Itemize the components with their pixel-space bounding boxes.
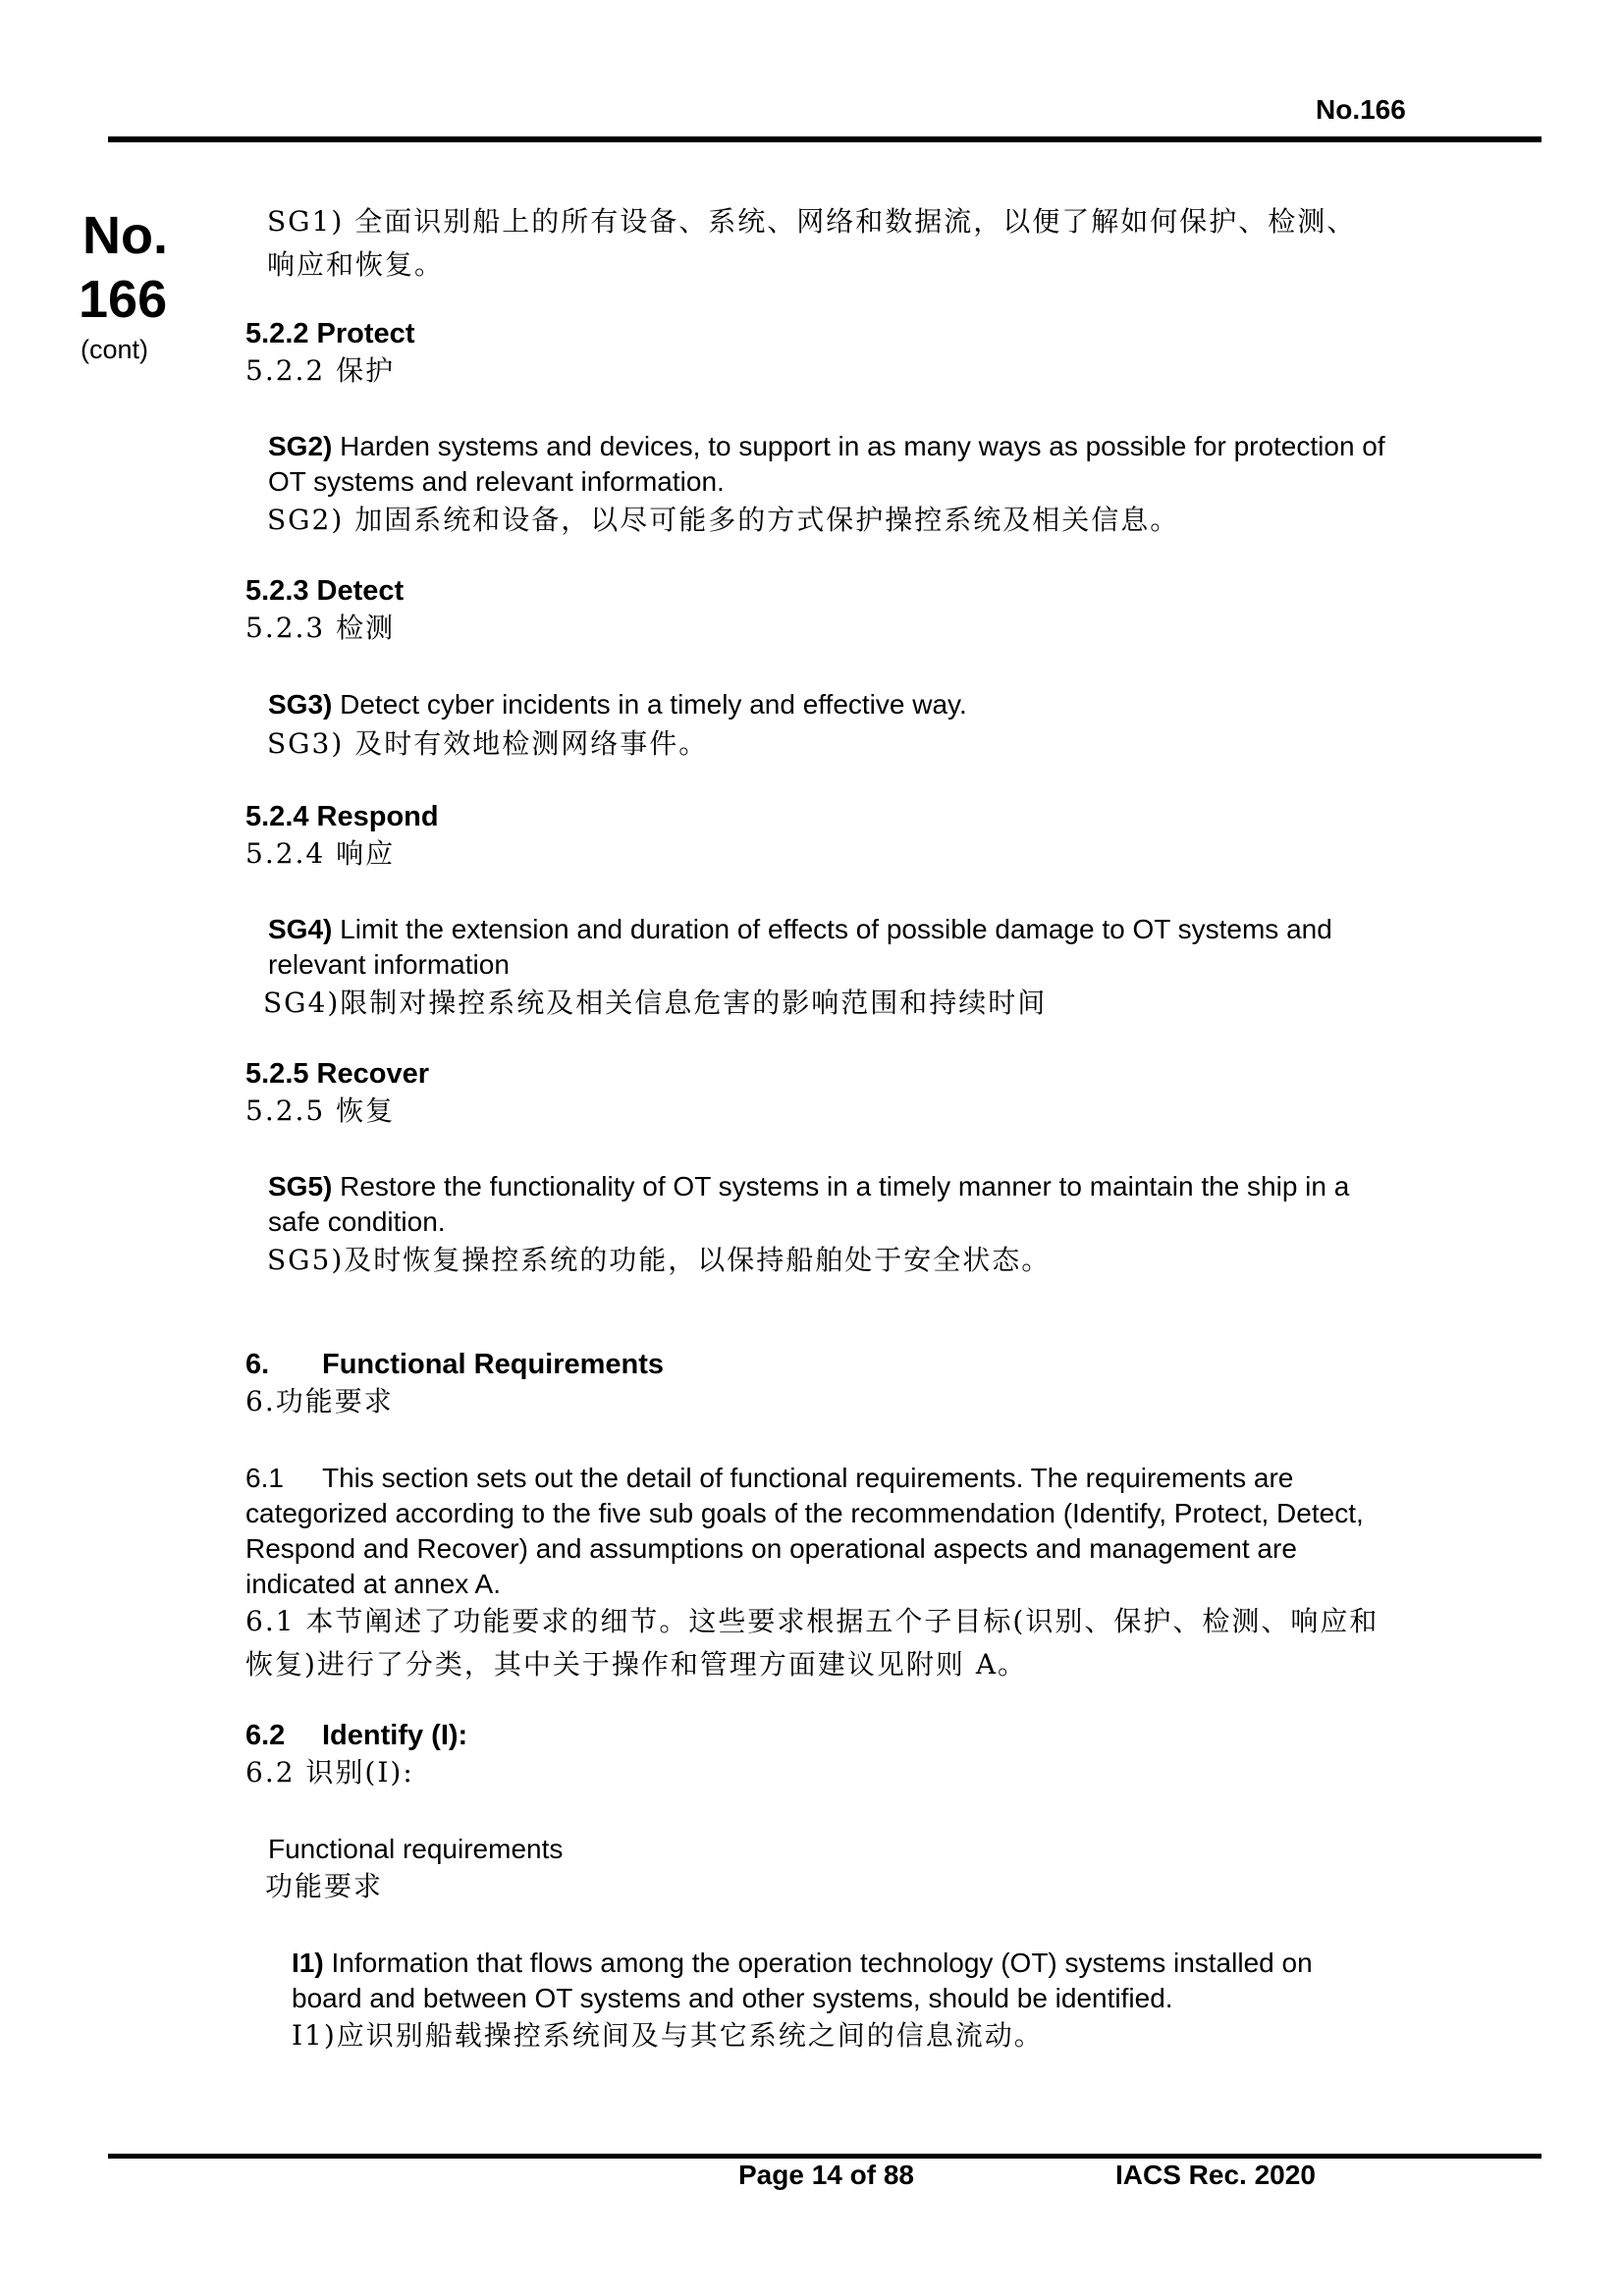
sg2-en-line1: [268, 429, 1385, 464]
sg3-zh: SG3) 及时有效地检测网络事件。: [267, 727, 709, 760]
header-doc-number: No.166: [1316, 94, 1406, 125]
sg2-text: Harden systems and devices, to support in as many ways as possible for protection of: [332, 431, 1385, 461]
sg2-zh: SG2) 加固系统和设备，以尽可能多的方式保护操控系统及相关信息。: [267, 504, 1180, 536]
heading-5-2-3: 5.2.3 Detect: [245, 575, 405, 607]
sg4-label: SG4): [268, 914, 333, 944]
heading-5-2-4: 5.2.4 Respond: [245, 801, 439, 832]
sg2-en-line2: OT systems and relevant information.: [268, 466, 725, 497]
heading-6-number: 6.: [245, 1349, 270, 1380]
heading-5-2-3-zh: 5.2.3 检测: [245, 612, 396, 644]
para-6-1-line4: indicated at annex A.: [245, 1569, 501, 1599]
para-6-1-zh-line2: 恢复)进行了分类，其中关于操作和管理方面建议见附则 A。: [245, 1648, 1028, 1681]
sg3-label: SG3): [268, 689, 333, 720]
heading-6-2-title: Identify (I):: [322, 1720, 468, 1751]
sg5-en-line2: safe condition.: [268, 1206, 446, 1237]
margin-number: 166: [79, 270, 168, 329]
sg3-en: [268, 687, 967, 722]
i1-zh: I1)应识别船载操控系统间及与其它系统之间的信息流动。: [292, 2019, 1044, 2052]
sg4-en-line1: [268, 912, 1332, 947]
heading-5-2-5-zh: 5.2.5 恢复: [245, 1095, 396, 1127]
para-6-1-line3: Respond and Recover) and assumptions on operational aspects and management are: [245, 1533, 1297, 1564]
sg4-zh: SG4)限制对操控系统及相关信息危害的影响范围和持续时间: [263, 987, 1048, 1019]
para-6-1-line1: This section sets out the detail of functional requirements. The requirements are: [322, 1463, 1294, 1493]
margin-no-label: No.: [82, 206, 168, 265]
header-rule: [108, 136, 1542, 142]
para-6-1-zh-line1: 6.1 本节阐述了功能要求的细节。这些要求根据五个子目标(识别、保护、检测、响应和: [245, 1605, 1380, 1637]
heading-6-zh: 6.功能要求: [245, 1385, 394, 1417]
sg1-zh-line1: SG1) 全面识别船上的所有设备、系统、网络和数据流，以便了解如何保护、检测、: [267, 205, 1357, 238]
heading-5-2-2: 5.2.2 Protect: [245, 318, 415, 349]
footer-rule: [108, 2154, 1542, 2159]
i1-label: I1): [292, 1948, 324, 1978]
sg4-en-line2: relevant information: [268, 949, 510, 980]
sg5-en-line1: [268, 1169, 1349, 1204]
heading-6-title: Functional Requirements: [322, 1349, 665, 1380]
sg3-text: Detect cyber incidents in a timely and effective way.: [332, 689, 967, 720]
footer-rec-id: IACS Rec. 2020: [1115, 2160, 1316, 2190]
heading-5-2-5: 5.2.5 Recover: [245, 1058, 430, 1090]
sg5-label: SG5): [268, 1171, 333, 1201]
functional-requirements-zh: 功能要求: [265, 1870, 384, 1902]
functional-requirements-label: Functional requirements: [268, 1834, 564, 1864]
sg1-zh-line2: 响应和恢复。: [267, 248, 445, 281]
sg4-text: Limit the extension and duration of effects of possible damage to OT systems and: [332, 914, 1332, 944]
para-6-1-number: 6.1: [245, 1463, 284, 1493]
i1-en-line1: [292, 1946, 1313, 1981]
heading-5-2-4-zh: 5.2.4 响应: [245, 837, 396, 870]
para-6-1-line2: categorized according to the five sub goals of the recommendation (Identify, Protect, Detect,: [245, 1498, 1364, 1528]
sg5-text: Restore the functionality of OT systems in a timely manner to maintain the ship in a: [332, 1171, 1350, 1201]
sg2-label: SG2): [268, 431, 333, 461]
i1-text: Information that flows among the operation technology (OT) systems installed on: [323, 1948, 1313, 1978]
heading-6-2-number: 6.2: [245, 1720, 286, 1751]
i1-en-line2: board and between OT systems and other systems, should be identified.: [292, 1983, 1173, 2013]
footer-page-number: Page 14 of 88: [738, 2160, 914, 2190]
heading-5-2-2-zh: 5.2.2 保护: [245, 354, 396, 387]
margin-cont: (cont): [81, 335, 149, 364]
heading-6-2-zh: 6.2 识别(I):: [245, 1756, 414, 1789]
sg5-zh: SG5)及时恢复操控系统的功能，以保持船舶处于安全状态。: [267, 1244, 1052, 1276]
